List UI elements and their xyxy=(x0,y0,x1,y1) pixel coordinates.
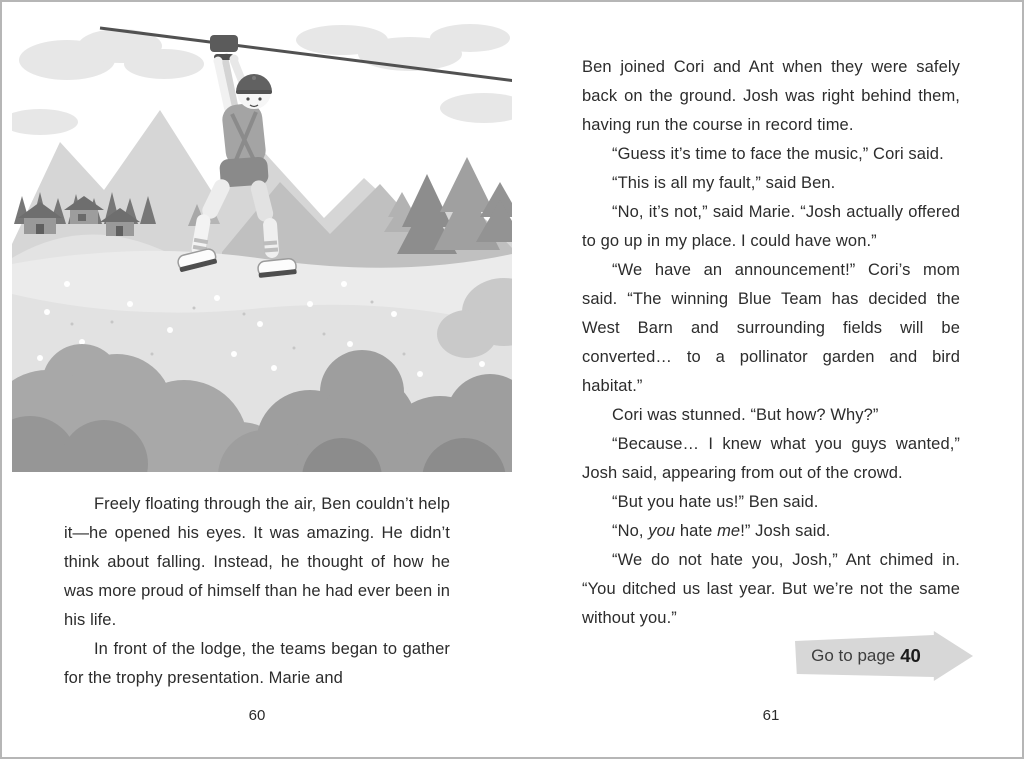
zipline-illustration xyxy=(12,12,512,472)
paragraph: Cori was stunned. “But how? Why?” xyxy=(612,406,879,424)
paragraph: “But you hate us!” Ben said. xyxy=(612,493,819,511)
paragraph: Freely floating through the air, Ben couldn’t help it—he opened his eyes. It was amazing. He didn’t think about falling. Instead, he thought of how he was more proud of himself than he had ever been in his life. xyxy=(64,495,450,629)
go-to-page-number: 40 xyxy=(900,645,921,666)
paragraph: “Because… I knew what you guys wanted,” Josh said, appearing from out of the crowd. xyxy=(582,435,960,482)
emphasized-word: me xyxy=(717,522,741,540)
paragraph-emphasis xyxy=(582,517,960,546)
go-to-page-text: Go to page xyxy=(811,646,896,665)
go-to-page-label xyxy=(795,631,937,681)
paragraph: “We have an announcement!” Cori’s mom said. “The winning Blue Team has decided the West Barn and surrounding fields will be converted… to a pollinator garden and bird habitat.” xyxy=(582,261,960,395)
page-number-left: 60 xyxy=(248,707,266,724)
paragraph: Ben joined Cori and Ant when they were safely back on the ground. Josh was right behind them, having run the course in record time. xyxy=(582,58,960,134)
illustration-svg xyxy=(12,12,512,472)
paragraph: “We do not hate you, Josh,” Ant chimed in. “You ditched us last year. But we’re not the same without you.” xyxy=(582,551,960,627)
paragraph: In front of the lodge, the teams began to gather for the trophy presentation. Marie and xyxy=(64,640,450,687)
paragraph: “Guess it’s time to face the music,” Cori said. xyxy=(612,145,944,163)
page-number-right: 61 xyxy=(762,707,780,724)
text-segment: “No, xyxy=(612,522,649,540)
text-segment: hate xyxy=(675,522,718,540)
text-segment: !” Josh said. xyxy=(740,522,831,540)
paragraph: “No, it’s not,” said Marie. “Josh actually offered to go up in my place. I could have won.” xyxy=(582,203,960,250)
right-text-block xyxy=(582,53,960,633)
paragraph: “This is all my fault,” said Ben. xyxy=(612,174,836,192)
go-to-page-button[interactable] xyxy=(795,631,973,681)
left-text-block xyxy=(64,490,450,693)
emphasized-word: you xyxy=(648,522,676,540)
